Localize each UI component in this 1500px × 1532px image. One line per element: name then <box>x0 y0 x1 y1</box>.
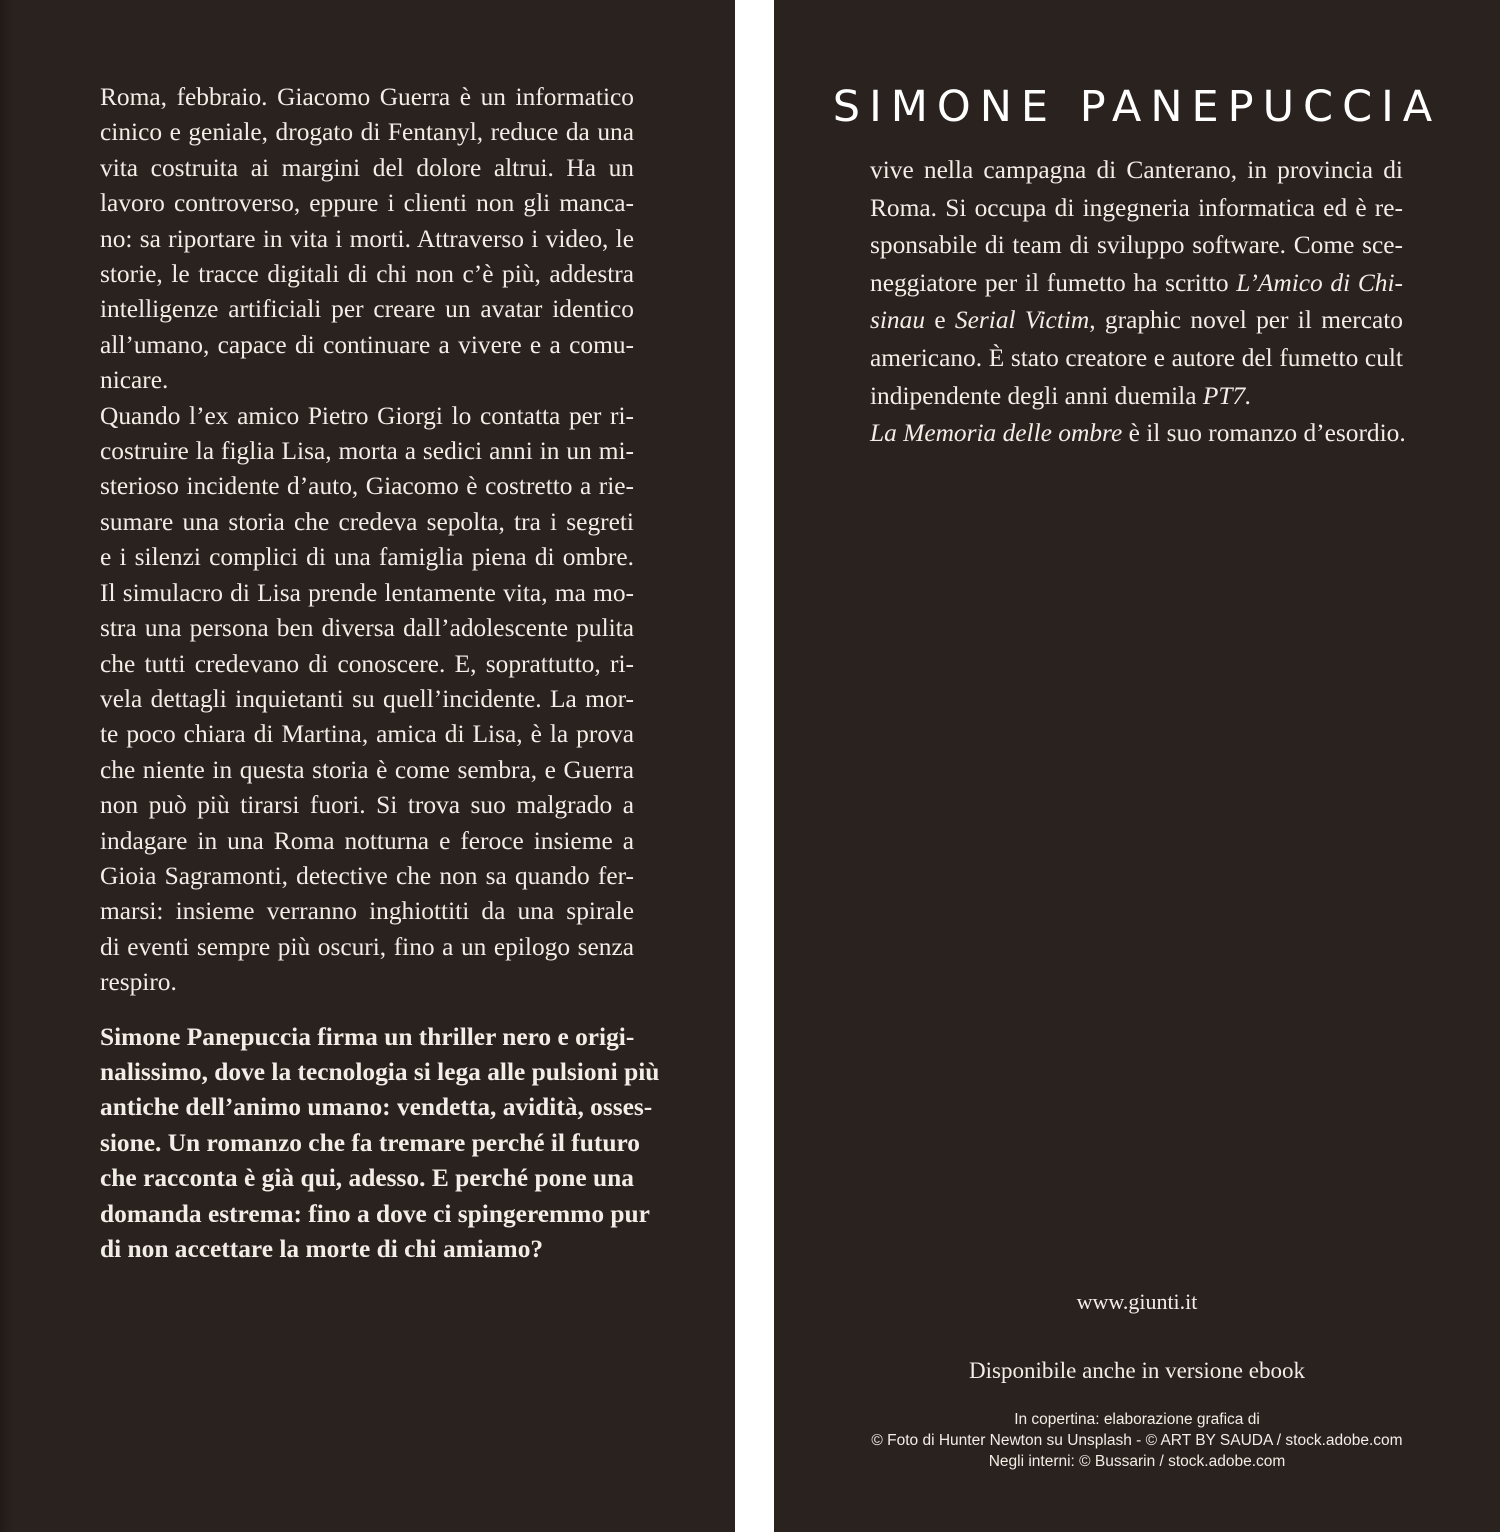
synopsis-line: sumare una storia che credeva sepolta, tra i segreti <box>100 507 634 536</box>
book-title-amico: L’Amico di Chi- <box>1236 268 1404 297</box>
synopsis-line: che niente in questa storia è come sembra, e Guerra <box>100 755 634 784</box>
synopsis-line: indagare in una Roma notturna e feroce insieme a <box>100 826 634 855</box>
synopsis-line: e i silenzi complici di una famiglia piena di ombre. <box>100 543 634 572</box>
synopsis-line: storie, le tracce digitali di chi non c’è più, addestra <box>100 260 634 289</box>
back-flap-left <box>0 0 735 1532</box>
synopsis-line: cinico e geniale, drogato di Fentanyl, reduce da una <box>100 118 634 147</box>
bio-line <box>870 265 1403 303</box>
blurb-line: sione. Un romanzo che fa tremare perché il futuro <box>100 1128 640 1157</box>
synopsis-line: vita costruita ai margini del dolore altrui. Ha un <box>100 153 634 182</box>
blurb-paragraph <box>100 1020 660 1268</box>
credit-line: © Foto di Hunter Newton su Unsplash - © ART BY SAUDA / stock.adobe.com <box>871 1432 1403 1449</box>
blurb-line: che racconta è già qui, adesso. E perché pone una <box>100 1164 634 1193</box>
synopsis-line: stra una persona ben diversa dall’adolescente pulita <box>100 614 634 643</box>
comic-title-pt7: PT7. <box>1202 381 1252 410</box>
bio-line: vive nella campagna di Canterano, in provincia di <box>870 156 1403 184</box>
blurb-line: Simone Panepuccia firma un thriller nero e origi- <box>100 1022 635 1051</box>
synopsis-line: nicare. <box>100 366 169 395</box>
synopsis-line: Quando l’ex amico Pietro Giorgi lo contatta per ri- <box>100 401 634 430</box>
synopsis-line: Il simulacro di Lisa prende lentamente vita, ma mo- <box>100 578 634 607</box>
synopsis-line: vela dettagli inquietanti su quell’incidente. La mor- <box>100 684 634 713</box>
bio-line <box>870 302 1403 340</box>
synopsis-paragraph <box>100 80 634 1001</box>
bio-line: sponsabile di team di sviluppo software. Come sce- <box>870 231 1403 260</box>
synopsis-line: di eventi sempre più oscuri, fino a un epilogo senza <box>100 932 634 961</box>
credit-line: In copertina: elaborazione grafica di <box>1014 1411 1260 1428</box>
bio-text: , graphic novel per il mercato <box>1089 306 1403 335</box>
blurb-line: nalissimo, dove la tecnologia si lega alle pulsioni più <box>100 1057 660 1086</box>
flap-text <box>100 80 660 1267</box>
image-credits <box>774 1409 1500 1472</box>
synopsis-line: marsi: insieme verranno inghiottiti da una spirale <box>100 897 634 926</box>
blurb-line: antiche dell’animo umano: vendetta, avidità, osses- <box>100 1093 653 1122</box>
publisher-website: www.giunti.it <box>1076 1289 1198 1314</box>
back-flap-right <box>774 0 1500 1532</box>
synopsis-line: Roma, febbraio. Giacomo Guerra è un informatico <box>100 83 634 111</box>
synopsis-line: sterioso incidente d’auto, Giacomo è costretto a rie- <box>100 472 634 501</box>
synopsis-line: Gioia Sagramonti, detective che non sa quando fer- <box>100 861 634 890</box>
bio-line <box>870 415 1406 453</box>
blurb-line: domanda estrema: fino a dove ci spingeremmo pur <box>100 1199 650 1228</box>
bio-line <box>870 378 1403 416</box>
synopsis-line: lavoro controverso, eppure i clienti non gli manca- <box>100 189 634 218</box>
synopsis-line: che tutti credevano di conoscere. E, soprattutto, ri- <box>100 649 634 678</box>
synopsis-line: intelligenze artificiali per creare un avatar identico <box>100 295 634 324</box>
credit-line: Negli interni: © Bussarin / stock.adobe.com <box>988 1453 1286 1470</box>
bio-text: neggiatore per il fumetto ha scritto <box>870 268 1237 297</box>
bio-text: e <box>925 306 955 335</box>
synopsis-line: costruire la figlia Lisa, morta a sedici anni in un mi- <box>100 437 634 466</box>
synopsis-line: no: sa riportare in vita i morti. Attraverso i video, le <box>100 224 634 253</box>
synopsis-line: te poco chiara di Martina, amica di Lisa, è la prova <box>100 720 634 749</box>
book-title-serial-victim: Serial Victim <box>954 306 1090 335</box>
bio-line: americano. È stato creatore e autore del fumetto cult <box>870 343 1403 372</box>
bio-line: Roma. Si occupa di ingegneria informatica ed è re- <box>870 193 1403 222</box>
blurb-line: di non accettare la morte di chi amiamo? <box>100 1235 544 1263</box>
bio-text: è il suo romanzo d’esordio. <box>1122 419 1406 448</box>
author-bio <box>870 152 1406 453</box>
author-name: SIMONE PANEPUCCIA <box>832 82 1442 132</box>
synopsis-line: respiro. <box>100 968 177 997</box>
ebook-note: Disponibile anche in versione ebook <box>969 1358 1305 1383</box>
novel-title: La Memoria delle ombre <box>870 419 1123 448</box>
synopsis-line: all’umano, capace di continuare a vivere e a comu- <box>100 330 634 359</box>
book-title-amico-cont: sinau <box>870 306 926 335</box>
bio-text: indipendente degli anni duemila <box>870 381 1203 410</box>
synopsis-line: non può più tirarsi fuori. Si trova suo malgrado a <box>100 791 634 820</box>
